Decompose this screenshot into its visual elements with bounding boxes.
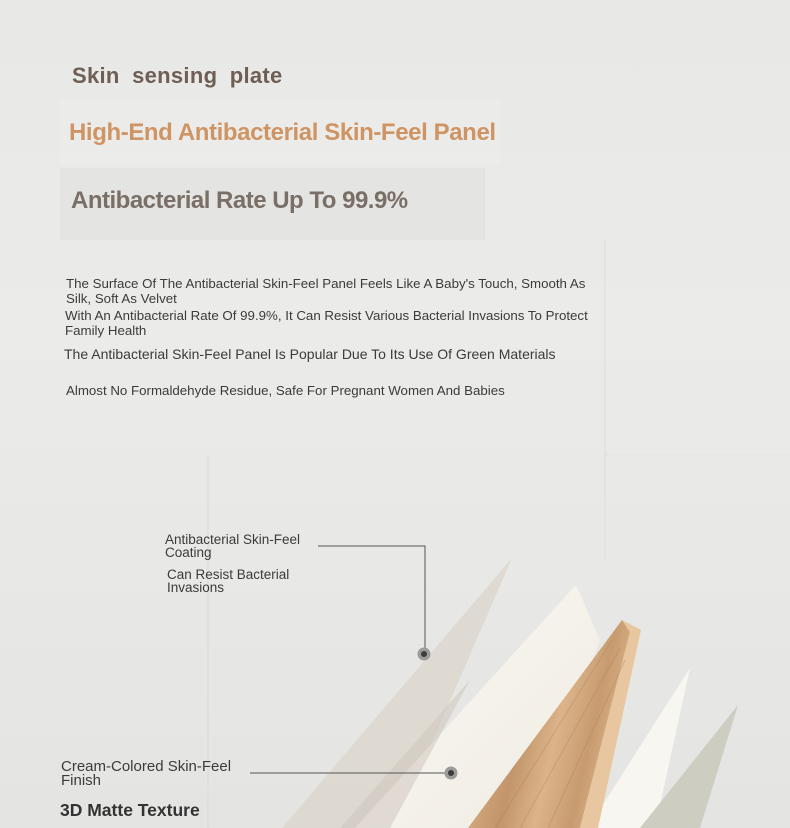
callout-label-coating: Antibacterial Skin-Feel Coating (165, 532, 301, 560)
feature-text: The Surface Of The Antibacterial Skin-Feel Panel Feels Like A Baby's Touch, Smooth As Silk, Soft As Velvet (66, 276, 586, 306)
feature-text: The Antibacterial Skin-Feel Panel Is Popular Due To Its Use Of Green Materials (64, 346, 556, 362)
callout-marker-dot-center (421, 651, 427, 657)
feature-text: Almost No Formaldehyde Residue, Safe For Pregnant Women And Babies (66, 383, 505, 398)
section-title: High-End Antibacterial Skin-Feel Panel (69, 119, 496, 146)
feature-text: With An Antibacterial Rate Of 99.9%, It Can Resist Various Bacterial Invasions To Protect Family Health (65, 308, 588, 338)
callout-sublabel-finish: 3D Matte Texture (60, 800, 200, 820)
callout-leader-line (318, 546, 425, 648)
section-headline: Antibacterial Rate Up To 99.9% (71, 187, 408, 214)
section-subtitle: Skin sensing plate (72, 63, 283, 88)
callout-marker-dot-center (448, 770, 454, 776)
callout-label-finish: Cream-Colored Skin-Feel Finish (61, 758, 232, 789)
callout-sublabel-coating: Can Resist Bacterial Invasions (167, 567, 290, 595)
